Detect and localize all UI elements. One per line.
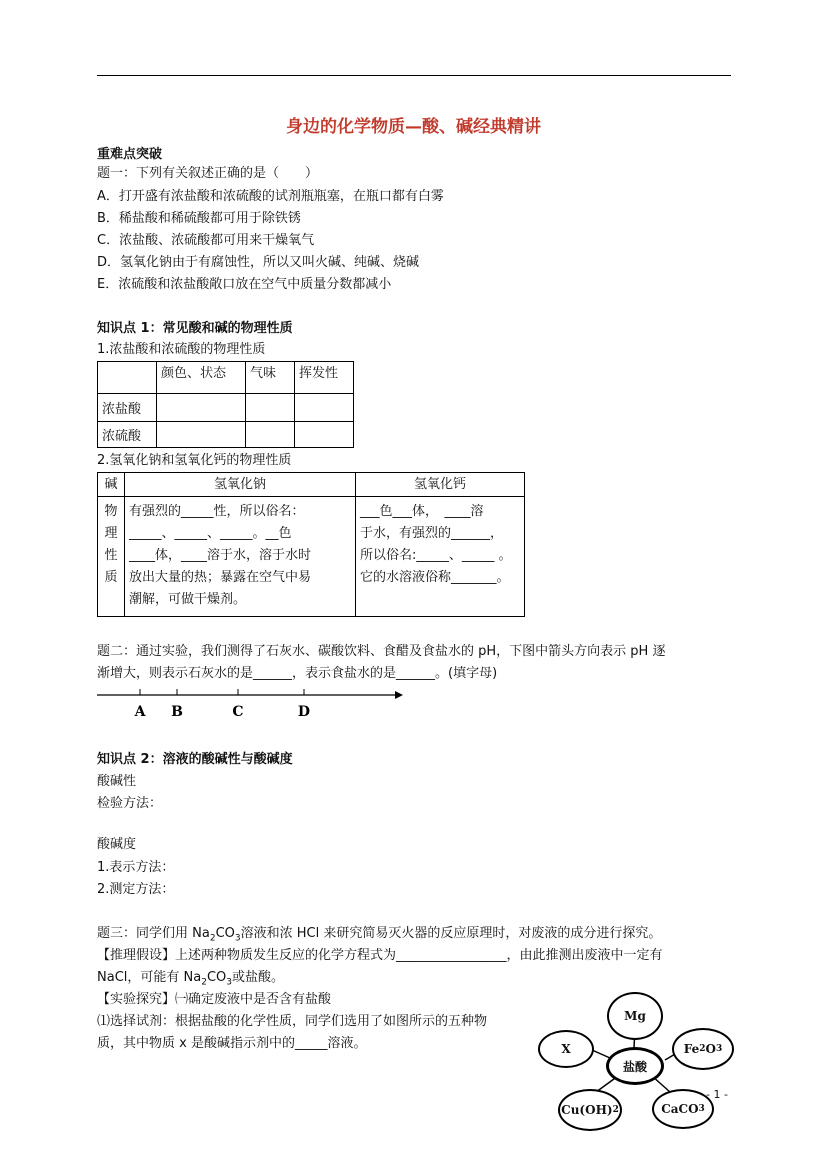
- header-rule: [97, 75, 731, 76]
- q1-stem: 题一：下列有关叙述正确的是（ ）: [97, 166, 319, 181]
- kp2-title: 知识点 2：溶液的酸碱性与酸碱度: [97, 752, 293, 767]
- link-x: [592, 1050, 610, 1058]
- table-header-volatility: 挥发性: [295, 362, 354, 394]
- q2-line2: 渐增大，则表示石灰水的是______，表示食盐水的是______。(填字母): [97, 666, 498, 681]
- page-number: - 1 -: [706, 1088, 728, 1101]
- ph-label-c: C: [232, 704, 244, 720]
- node-fe2o3: Fe 2 O 3: [672, 1028, 734, 1070]
- q3-line6: 质，其中物质 x 是酸碱指示剂中的_____溶液。: [97, 1036, 367, 1051]
- kp2-degree: 酸碱度: [97, 837, 137, 852]
- kp1-title: 知识点 1：常见酸和碱的物理性质: [97, 321, 293, 336]
- node-x: X: [538, 1030, 594, 1068]
- node-hcl: 盐酸: [606, 1047, 664, 1085]
- table-header-caoh: 氢氧化钙: [356, 473, 525, 497]
- q1-option-b: B．稀盐酸和稀硫酸都可用于除铁锈: [97, 211, 301, 226]
- q2-line1: 题二：通过实验，我们测得了石灰水、碳酸饮料、食醋及食盐水的 pH，下图中箭头方向表示 pH 逐: [97, 644, 666, 659]
- q3-line3: NaCl，可能有 $Na_2CO_3$或盐酸。: [97, 970, 285, 988]
- caoh-properties: ___色___体， ____溶 于水，有强烈的______， 所以俗名:_____、_____ 。 它的水溶液俗称_______。: [356, 497, 525, 617]
- ph-label-a: A: [134, 704, 146, 720]
- table-row-label: 浓盐酸: [98, 394, 157, 422]
- naoh-properties: 有强烈的_____性，所以俗名： _____、_____、_____。__色 ____体，____溶于水，溶于水时 放出大量的热；暴露在空气中易 潮解，可做干燥剂。: [125, 497, 356, 617]
- ph-label-b: B: [171, 704, 183, 720]
- q3-line5: ⑴选择试剂：根据盐酸的化学性质，同学们选用了如图所示的五种物: [97, 1014, 488, 1029]
- row-label-physical-properties: 物 理 性 质: [98, 497, 125, 617]
- q1-option-e: E．浓硫酸和浓盐酸敞口放在空气中质量分数都减小: [97, 277, 392, 292]
- ph-arrow-head: [395, 691, 403, 699]
- q3-line4: 【实验探究】㈠确定废液中是否含有盐酸: [97, 992, 332, 1007]
- q3-line2: 【推理假设】上述两种物质发生反应的化学方程式为_________________，由此推测出废液中一定有: [97, 948, 663, 963]
- q1-option-d: D．氢氧化钠由于有腐蚀性，所以又叫火碱、纯碱、烧碱: [97, 255, 420, 270]
- ph-axis: [97, 684, 407, 724]
- table-base-properties: [97, 472, 525, 617]
- kp2-express: 1.表示方法：: [97, 860, 175, 875]
- kp2-acid-base: 酸碱性: [97, 774, 137, 789]
- kp2-test-method: 检验方法：: [97, 796, 163, 811]
- table-acid-properties: [97, 361, 354, 448]
- q1-option-c: C．浓盐酸、浓硫酸都可用来干燥氧气: [97, 233, 315, 248]
- page-title: 身边的化学物质—酸、碱经典精讲: [286, 117, 541, 137]
- node-caco3: CaCO 3: [652, 1089, 714, 1129]
- kp2-measure: 2.测定方法：: [97, 882, 175, 897]
- table-header-base: 碱: [98, 473, 125, 497]
- node-mg: Mg: [607, 992, 663, 1040]
- section-heading: 重难点突破: [97, 147, 163, 162]
- node-cuoh2: Cu(OH) 2: [558, 1089, 622, 1131]
- q3-line1: 题三：同学们用 $Na_2CO_3$溶液和浓 HCl 来研究简易灭火器的反应原理时，对废液的成分进行探究。: [97, 926, 662, 944]
- kp1-sub1: 1.浓盐酸和浓硫酸的物理性质: [97, 342, 266, 357]
- q1-option-a: A．打开盛有浓盐酸和浓硫酸的试剂瓶瓶塞，在瓶口都有白雾: [97, 189, 444, 204]
- ph-label-d: D: [297, 704, 311, 720]
- table-header-naoh: 氢氧化钠: [125, 473, 356, 497]
- table-header-smell: 气味: [246, 362, 295, 394]
- table-header-empty: [98, 362, 157, 394]
- table-header-color: 颜色、状态: [157, 362, 246, 394]
- table-row-label: 浓硫酸: [98, 422, 157, 448]
- kp1-sub2: 2.氢氧化钠和氢氧化钙的物理性质: [97, 453, 292, 468]
